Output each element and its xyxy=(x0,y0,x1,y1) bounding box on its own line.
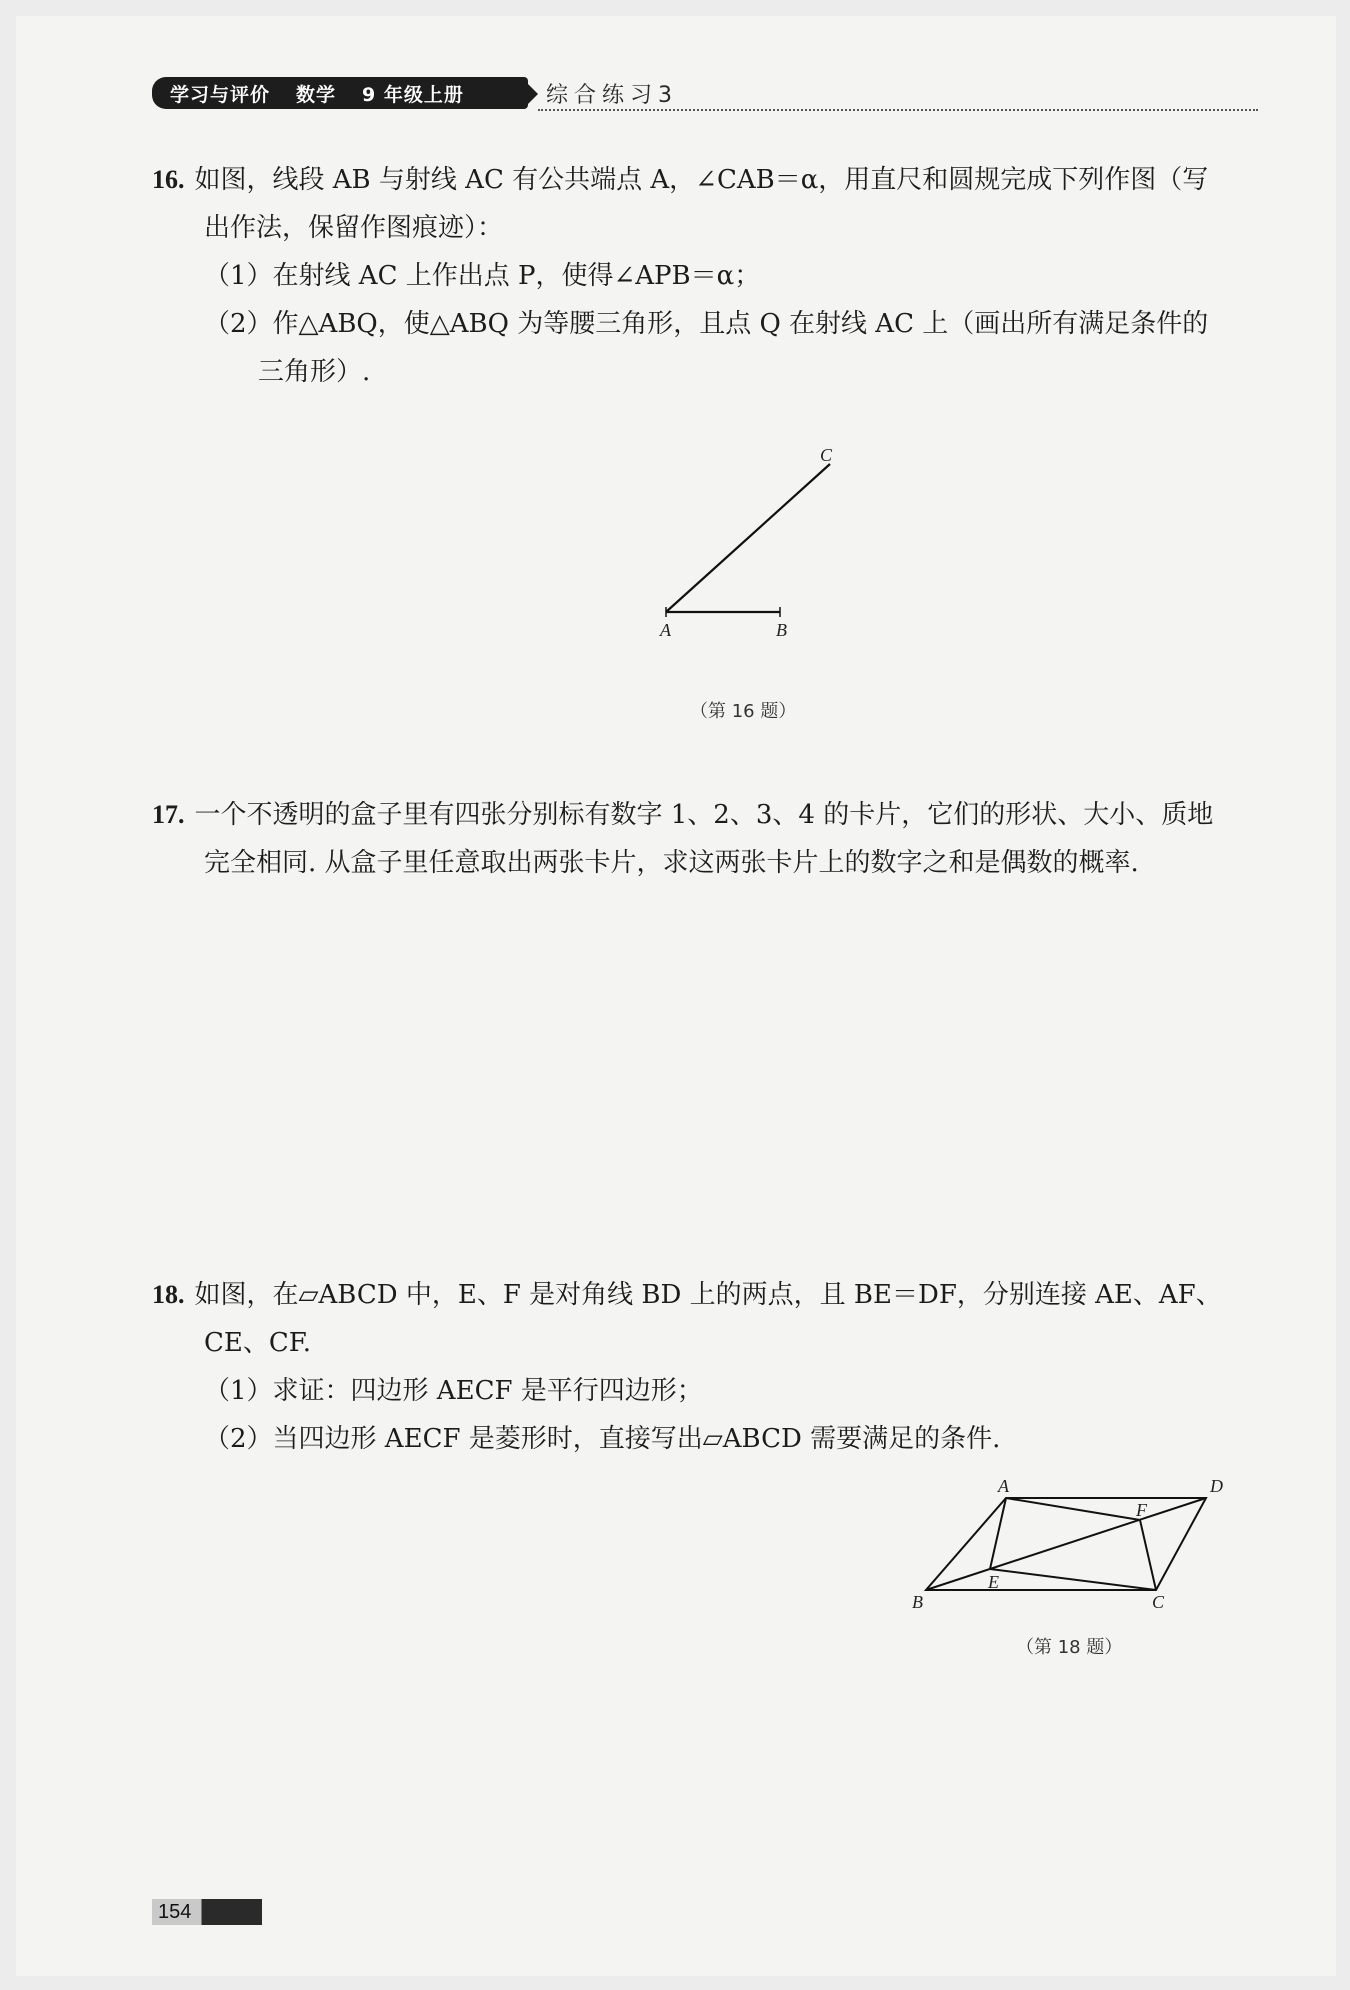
q16-line2: 出作法，保留作图痕迹）： xyxy=(204,213,504,243)
q16-part2a: （2）作△ABQ，使△ABQ 为等腰三角形，且点 Q 在射线 AC 上（画出所有满足条件的 xyxy=(204,309,1209,339)
page xyxy=(16,16,1336,1976)
q16-text1: 如图，线段 AB 与射线 AC 有公共端点 A，∠CAB＝α，用直尺和圆规完成下列作图（写 xyxy=(194,165,1209,195)
q18-text1: 如图，在▱ABCD 中，E、F 是对角线 BD 上的两点，且 BE＝DF，分别连接 AE、AF、 xyxy=(194,1280,1222,1310)
q16-figure xyxy=(636,446,876,646)
label-c: C xyxy=(820,446,833,465)
q16-part2b: 三角形）. xyxy=(258,357,371,387)
header-arrow-icon xyxy=(528,84,538,104)
segment-af xyxy=(1006,1498,1140,1520)
header-subject: 数学 xyxy=(296,83,337,106)
page-number: 154 xyxy=(152,1899,262,1925)
q18-figure xyxy=(910,1476,1240,1616)
q18-part2: （2）当四边形 AECF 是菱形时，直接写出▱ABCD 需要满足的条件. xyxy=(204,1424,1001,1454)
header-divider xyxy=(538,109,1258,111)
question-16 xyxy=(152,156,1262,396)
segment-cf xyxy=(1140,1520,1156,1590)
q18-line2: CE、CF. xyxy=(204,1328,312,1358)
q16-caption: （第 16 题） xyxy=(690,701,797,722)
q16-number: 16. xyxy=(152,165,185,194)
q18-caption: （第 18 题） xyxy=(1016,1637,1123,1658)
segment-ce xyxy=(990,1569,1156,1590)
label-b: B xyxy=(912,1592,923,1612)
q17-number: 17. xyxy=(152,800,185,829)
ray-ac xyxy=(666,464,830,612)
q16-part1: （1）在射线 AC 上作出点 P，使得∠APB＝α； xyxy=(204,261,761,291)
label-c: C xyxy=(1152,1592,1165,1612)
q18-line1 xyxy=(152,1271,1262,1319)
q17-line1 xyxy=(152,791,1262,839)
q18-number: 18. xyxy=(152,1280,185,1309)
q17-text1: 一个不透明的盒子里有四张分别标有数字 1、2、3、4 的卡片，它们的形状、大小、质地 xyxy=(194,800,1214,830)
header-book-title: 学习与评价 xyxy=(170,83,271,106)
label-b: B xyxy=(776,620,787,640)
question-17 xyxy=(152,791,1262,887)
header-book-bar xyxy=(152,77,528,109)
header-grade: 9 年级上册 xyxy=(362,83,464,106)
q18-part1: （1）求证：四边形 AECF 是平行四边形； xyxy=(204,1376,703,1406)
label-a: A xyxy=(660,620,671,640)
header-section-title: 综合练习3 xyxy=(546,83,678,108)
label-e: E xyxy=(988,1572,999,1592)
q16-line1 xyxy=(152,156,1262,204)
label-f: F xyxy=(1136,1500,1147,1520)
label-d: D xyxy=(1210,1476,1223,1496)
label-a: A xyxy=(998,1476,1009,1496)
question-18 xyxy=(152,1271,1262,1463)
q17-line2: 完全相同. 从盒子里任意取出两张卡片，求这两张卡片上的数字之和是偶数的概率. xyxy=(204,848,1139,878)
